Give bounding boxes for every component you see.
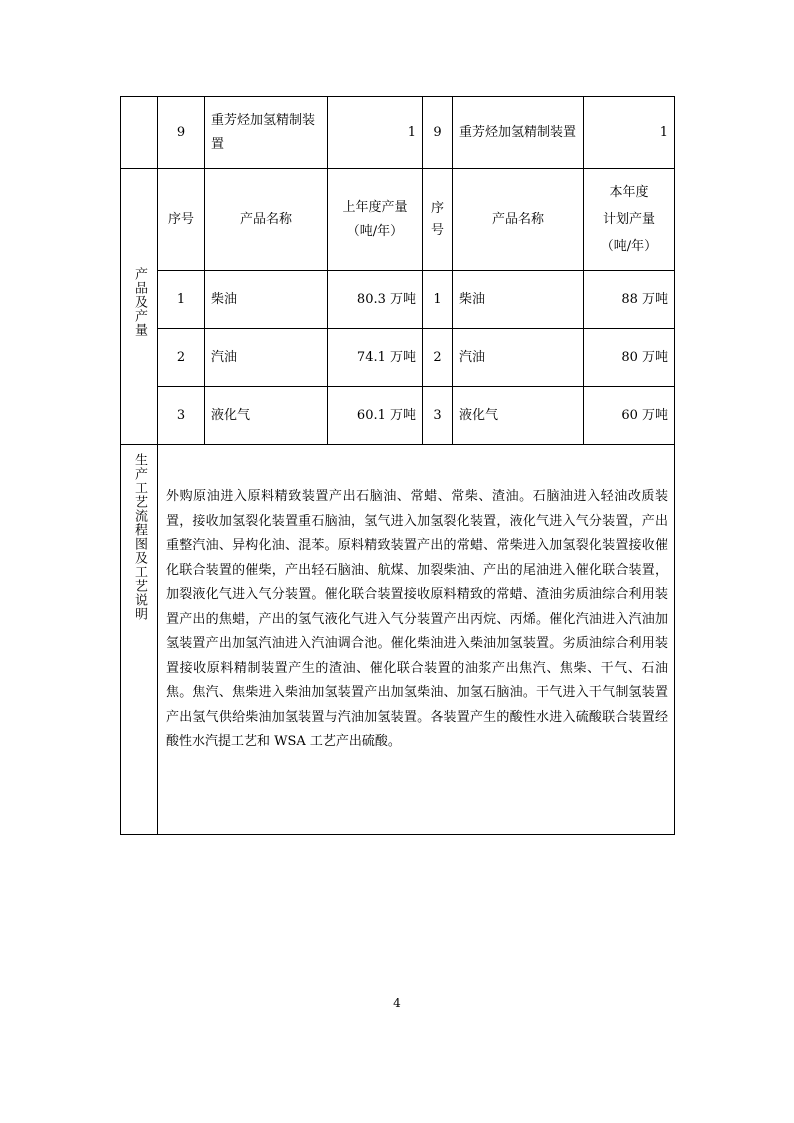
header-product-name-right: 产品名称: [453, 169, 584, 271]
process-section-label: 生产工艺流程图及工艺说明: [121, 445, 158, 835]
equipment-qty-right: 1: [584, 97, 675, 169]
product-last-year: 74.1 万吨: [328, 329, 423, 387]
equipment-no-right: 9: [423, 97, 453, 169]
product-last-year: 60.1 万吨: [328, 387, 423, 445]
product-name-right: 液化气: [453, 387, 584, 445]
product-row: [121, 387, 675, 445]
product-name-right: 汽油: [453, 329, 584, 387]
process-row: [121, 445, 675, 835]
product-name-right: 柴油: [453, 271, 584, 329]
empty-label-cell: [121, 97, 158, 169]
product-no: 1: [158, 271, 205, 329]
header-seq-right: 序号: [423, 169, 453, 271]
document-table: [120, 96, 675, 835]
process-description: 外购原油进入原料精致装置产出石脑油、常蜡、常柴、渣油。石脑油进入轻油改质装置，接收加氢裂化装置重石脑油，氢气进入加氢裂化装置，液化气进入气分装置，产出重整汽油、异构化油、混苯。原料精致装置产出的常蜡、常柴进入加氢裂化装置接收催化联合装置的催柴，产出轻石脑油、航煤、加裂柴油、产出的尾油进入催化联合装置，加裂液化气进入气分装置。催化联合装置接收原料精致的常蜡、渣油劣质油综合利用装置产出的焦蜡，产出的氢气液化气进入气分装置产出丙烷、丙烯。催化汽油进入汽油加氢装置产出加氢汽油进入汽油调合池。催化柴油进入柴油加氢装置。劣质油综合利用装置接收原料精制装置产生的渣油、催化联合装置的油浆产出焦汽、焦柴、干气、石油焦。焦汽、焦柴进入柴油加氢装置产出加氢柴油、加氢石脑油。干气进入干气制氢装置产出氢气供给柴油加氢装置与汽油加氢装置。各装置产生的酸性水进入硫酸联合装置经酸性水汽提工艺和 WSA 工艺产出硫酸。: [166, 489, 668, 749]
products-section-label: 产品及产量: [121, 169, 158, 445]
product-no-right: 3: [423, 387, 453, 445]
process-description-cell: [158, 445, 675, 835]
header-product-name: 产品名称: [205, 169, 328, 271]
page-number: 4: [393, 996, 401, 1010]
product-this-year: 80 万吨: [584, 329, 675, 387]
product-name: 柴油: [205, 271, 328, 329]
product-this-year: 60 万吨: [584, 387, 675, 445]
header-this-year-plan: 本年度 计划产量 （吨/年）: [584, 169, 675, 271]
product-last-year: 80.3 万吨: [328, 271, 423, 329]
product-no: 2: [158, 329, 205, 387]
product-no: 3: [158, 387, 205, 445]
product-this-year: 88 万吨: [584, 271, 675, 329]
product-name: 汽油: [205, 329, 328, 387]
equipment-qty-left: 1: [328, 97, 423, 169]
product-no-right: 1: [423, 271, 453, 329]
header-last-year-output: 上年度产量（吨/年）: [328, 169, 423, 271]
product-row: [121, 271, 675, 329]
products-header-row: [121, 169, 675, 271]
equipment-row: [121, 97, 675, 169]
equipment-name-right: 重芳烃加氢精制装置: [453, 97, 584, 169]
product-row: [121, 329, 675, 387]
header-seq: 序号: [158, 169, 205, 271]
equipment-name-left: 重芳烃加氢精制装置: [205, 97, 328, 169]
product-name: 液化气: [205, 387, 328, 445]
equipment-no-left: 9: [158, 97, 205, 169]
product-no-right: 2: [423, 329, 453, 387]
